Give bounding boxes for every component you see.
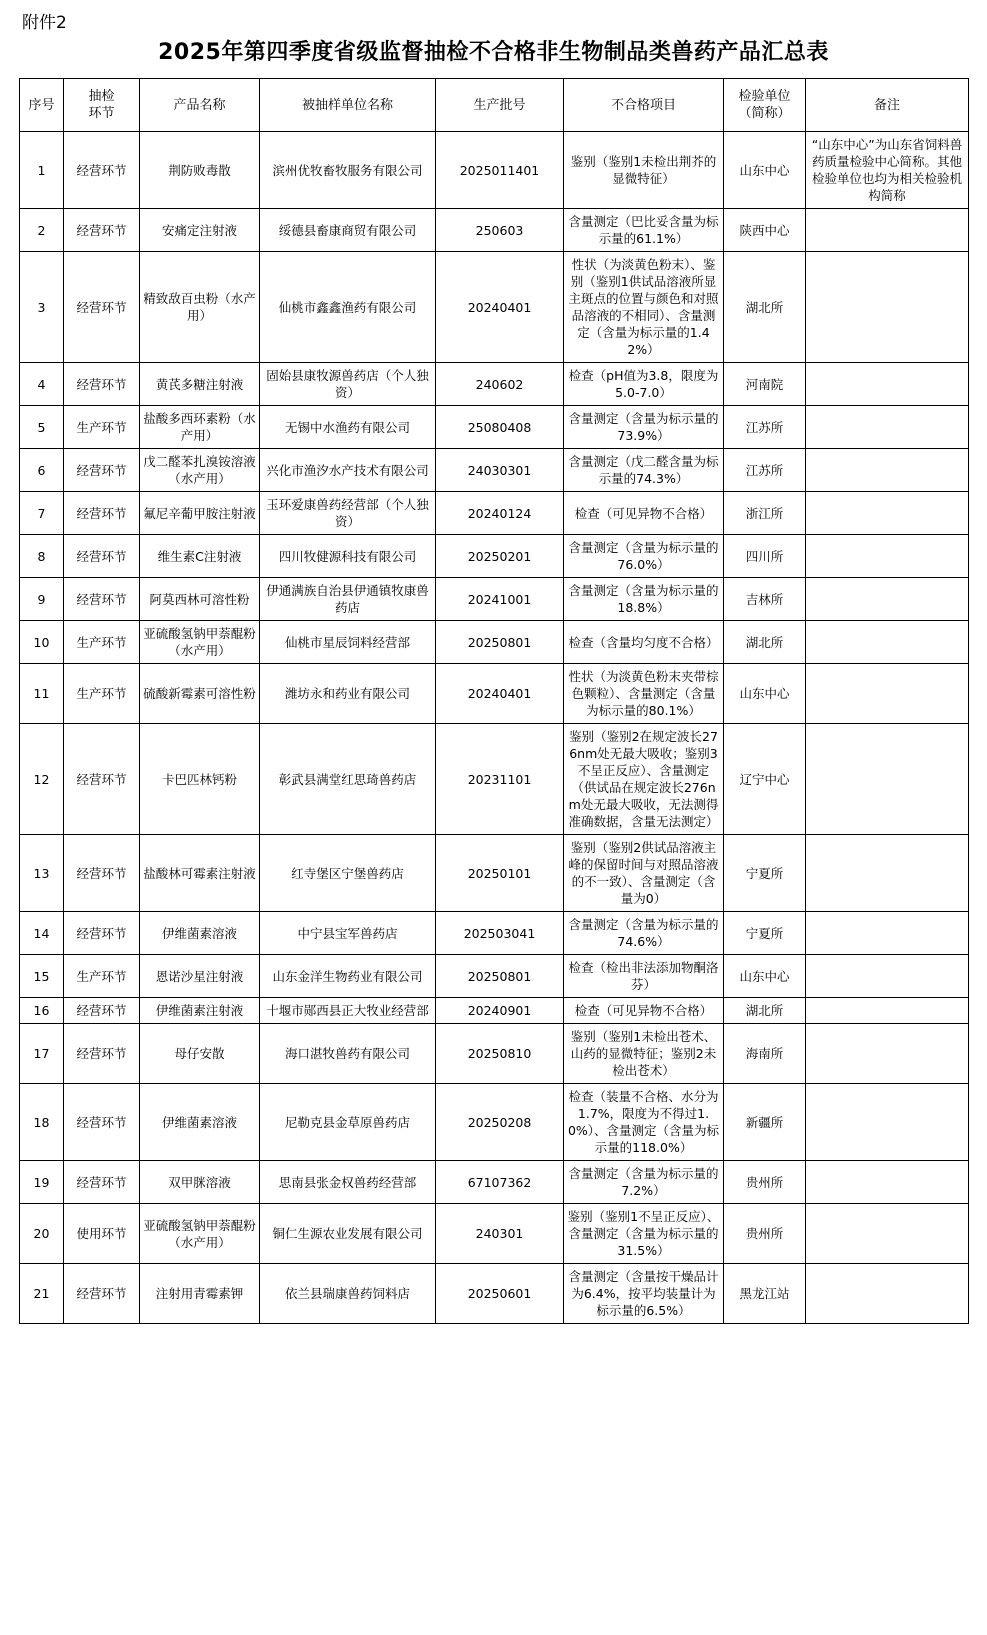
cell-stage: 经营环节 — [64, 209, 140, 252]
cell-lab: 山东中心 — [724, 132, 806, 209]
veterinary-drug-failure-table — [19, 78, 969, 1324]
cell-remark — [806, 724, 969, 835]
cell-index: 19 — [20, 1161, 64, 1204]
cell-unit: 无锡中水渔药有限公司 — [260, 406, 436, 449]
cell-product: 恩诺沙星注射液 — [140, 955, 260, 998]
cell-stage: 生产环节 — [64, 955, 140, 998]
cell-product: 盐酸林可霉素注射液 — [140, 835, 260, 912]
header-remark: 备注 — [806, 79, 969, 132]
cell-stage: 经营环节 — [64, 1024, 140, 1084]
table-row — [20, 132, 969, 209]
table-row — [20, 955, 969, 998]
cell-unit: 仙桃市星辰饲料经营部 — [260, 621, 436, 664]
cell-index: 15 — [20, 955, 64, 998]
cell-item: 检查（含量均匀度不合格） — [564, 621, 724, 664]
table-body — [20, 132, 969, 1324]
table-row — [20, 406, 969, 449]
cell-index: 17 — [20, 1024, 64, 1084]
cell-lab: 黑龙江站 — [724, 1264, 806, 1324]
cell-lab: 新疆所 — [724, 1084, 806, 1161]
cell-lab: 江苏所 — [724, 406, 806, 449]
cell-lab: 贵州所 — [724, 1204, 806, 1264]
cell-batch: 2025011401 — [436, 132, 564, 209]
cell-index: 4 — [20, 363, 64, 406]
cell-batch: 20231101 — [436, 724, 564, 835]
cell-index: 20 — [20, 1204, 64, 1264]
cell-lab: 宁夏所 — [724, 912, 806, 955]
cell-unit: 山东金洋生物药业有限公司 — [260, 955, 436, 998]
cell-remark — [806, 252, 969, 363]
cell-item: 含量测定（含量为标示量的73.9%） — [564, 406, 724, 449]
header-lab-line1: 检验单位 — [738, 89, 791, 104]
header-lab-line2: （简称） — [738, 106, 791, 121]
cell-unit: 潍坊永和药业有限公司 — [260, 664, 436, 724]
header-lab — [724, 79, 806, 132]
cell-remark: “山东中心”为山东省饲料兽药质量检验中心简称。其他检验单位也均为相关检验机构简称 — [806, 132, 969, 209]
cell-index: 9 — [20, 578, 64, 621]
cell-batch: 20240124 — [436, 492, 564, 535]
cell-remark — [806, 835, 969, 912]
cell-unit: 固始县康牧源兽药店（个人独资） — [260, 363, 436, 406]
attachment-label: 附件2 — [22, 13, 67, 33]
cell-unit: 海口湛牧兽药有限公司 — [260, 1024, 436, 1084]
cell-unit: 兴化市渔汐水产技术有限公司 — [260, 449, 436, 492]
cell-remark — [806, 955, 969, 998]
cell-remark — [806, 209, 969, 252]
cell-remark — [806, 363, 969, 406]
cell-batch: 20250208 — [436, 1084, 564, 1161]
cell-lab: 河南院 — [724, 363, 806, 406]
cell-stage: 经营环节 — [64, 1264, 140, 1324]
cell-product: 维生素C注射液 — [140, 535, 260, 578]
cell-lab: 贵州所 — [724, 1161, 806, 1204]
cell-stage: 生产环节 — [64, 621, 140, 664]
table-row — [20, 835, 969, 912]
cell-item: 检查（pH值为3.8，限度为5.0-7.0） — [564, 363, 724, 406]
cell-product: 注射用青霉素钾 — [140, 1264, 260, 1324]
cell-product: 伊维菌素注射液 — [140, 998, 260, 1024]
cell-stage: 经营环节 — [64, 363, 140, 406]
cell-stage: 经营环节 — [64, 912, 140, 955]
cell-unit: 伊通满族自治县伊通镇牧康兽药店 — [260, 578, 436, 621]
cell-item: 含量测定（含量为标示量的76.0%） — [564, 535, 724, 578]
cell-unit: 四川牧健源科技有限公司 — [260, 535, 436, 578]
cell-item: 鉴别（鉴别2在规定波长276nm处无最大吸收；鉴别3不呈正反应）、含量测定（供试品在规定波长276nm处无最大吸收，无法测得准确数据，含量无法测定） — [564, 724, 724, 835]
cell-item: 含量测定（含量按干燥品计为6.4%，按平均装量计为标示量的6.5%） — [564, 1264, 724, 1324]
cell-item: 检查（装量不合格、水分为1.7%，限度为不得过1.0%）、含量测定（含量为标示量的118.0%） — [564, 1084, 724, 1161]
cell-stage: 经营环节 — [64, 535, 140, 578]
cell-product: 硫酸新霉素可溶性粉 — [140, 664, 260, 724]
cell-item: 含量测定（巴比妥含量为标示量的61.1%） — [564, 209, 724, 252]
cell-batch: 240301 — [436, 1204, 564, 1264]
cell-item: 含量测定（含量为标示量的7.2%） — [564, 1161, 724, 1204]
cell-remark — [806, 621, 969, 664]
cell-unit: 仙桃市鑫鑫渔药有限公司 — [260, 252, 436, 363]
cell-batch: 67107362 — [436, 1161, 564, 1204]
cell-unit: 红寺堡区宁堡兽药店 — [260, 835, 436, 912]
cell-item: 含量测定（戊二醛含量为标示量的74.3%） — [564, 449, 724, 492]
cell-stage: 使用环节 — [64, 1204, 140, 1264]
cell-product: 母仔安散 — [140, 1024, 260, 1084]
cell-product: 盐酸多西环素粉（水产用） — [140, 406, 260, 449]
cell-unit: 玉环爱康兽药经营部（个人独资） — [260, 492, 436, 535]
cell-index: 16 — [20, 998, 64, 1024]
cell-lab: 江苏所 — [724, 449, 806, 492]
table-row — [20, 209, 969, 252]
cell-stage: 经营环节 — [64, 252, 140, 363]
table-row — [20, 492, 969, 535]
cell-batch: 20240401 — [436, 664, 564, 724]
cell-stage: 经营环节 — [64, 132, 140, 209]
cell-lab: 四川所 — [724, 535, 806, 578]
cell-index: 11 — [20, 664, 64, 724]
cell-batch: 20250810 — [436, 1024, 564, 1084]
table-row — [20, 1204, 969, 1264]
cell-remark — [806, 1204, 969, 1264]
cell-batch: 20250801 — [436, 621, 564, 664]
cell-index: 2 — [20, 209, 64, 252]
cell-lab: 山东中心 — [724, 664, 806, 724]
cell-product: 伊维菌素溶液 — [140, 1084, 260, 1161]
cell-remark — [806, 535, 969, 578]
cell-unit: 中宁县宝军兽药店 — [260, 912, 436, 955]
header-batch: 生产批号 — [436, 79, 564, 132]
cell-item: 性状（为淡黄色粉末）、鉴别（鉴别1供试品溶液所显主斑点的位置与颜色和对照品溶液的不相同）、含量测定（含量为标示量的1.42%） — [564, 252, 724, 363]
cell-remark — [806, 1024, 969, 1084]
cell-unit: 十堰市郧西县正大牧业经营部 — [260, 998, 436, 1024]
cell-index: 6 — [20, 449, 64, 492]
header-product: 产品名称 — [140, 79, 260, 132]
cell-product: 黄芪多糖注射液 — [140, 363, 260, 406]
cell-lab: 山东中心 — [724, 955, 806, 998]
page-title: 2025年第四季度省级监督抽检不合格非生物制品类兽药产品汇总表 — [158, 40, 829, 65]
cell-item: 鉴别（鉴别1不呈正反应）、含量测定（含量为标示量的31.5%） — [564, 1204, 724, 1264]
table-row — [20, 1161, 969, 1204]
cell-remark — [806, 406, 969, 449]
cell-remark — [806, 1264, 969, 1324]
cell-batch: 25080408 — [436, 406, 564, 449]
cell-lab: 吉林所 — [724, 578, 806, 621]
cell-stage: 经营环节 — [64, 1084, 140, 1161]
cell-index: 7 — [20, 492, 64, 535]
cell-batch: 24030301 — [436, 449, 564, 492]
cell-product: 亚硫酸氢钠甲萘醌粉（水产用） — [140, 621, 260, 664]
table-row — [20, 535, 969, 578]
cell-index: 8 — [20, 535, 64, 578]
cell-index: 13 — [20, 835, 64, 912]
cell-unit: 滨州优牧畜牧服务有限公司 — [260, 132, 436, 209]
cell-remark — [806, 912, 969, 955]
cell-product: 双甲脒溶液 — [140, 1161, 260, 1204]
cell-index: 10 — [20, 621, 64, 664]
table-row — [20, 621, 969, 664]
cell-lab: 海南所 — [724, 1024, 806, 1084]
cell-product: 亚硫酸氢钠甲萘醌粉（水产用） — [140, 1204, 260, 1264]
cell-item: 性状（为淡黄色粉末夹带棕色颗粒）、含量测定（含量为标示量的80.1%） — [564, 664, 724, 724]
cell-remark — [806, 1084, 969, 1161]
cell-stage: 经营环节 — [64, 492, 140, 535]
cell-index: 14 — [20, 912, 64, 955]
table-row — [20, 449, 969, 492]
cell-unit: 彰武县满堂红思琦兽药店 — [260, 724, 436, 835]
table-row — [20, 252, 969, 363]
cell-stage: 生产环节 — [64, 664, 140, 724]
cell-lab: 宁夏所 — [724, 835, 806, 912]
table-row — [20, 578, 969, 621]
cell-index: 12 — [20, 724, 64, 835]
cell-remark — [806, 1161, 969, 1204]
cell-lab: 辽宁中心 — [724, 724, 806, 835]
cell-batch: 250603 — [436, 209, 564, 252]
cell-batch: 20241001 — [436, 578, 564, 621]
cell-stage: 经营环节 — [64, 449, 140, 492]
cell-product: 安痛定注射液 — [140, 209, 260, 252]
table-row — [20, 363, 969, 406]
cell-product: 氟尼辛葡甲胺注射液 — [140, 492, 260, 535]
cell-batch: 240602 — [436, 363, 564, 406]
cell-item: 鉴别（鉴别2供试品溶液主峰的保留时间与对照品溶液的不一致）、含量测定（含量为0） — [564, 835, 724, 912]
cell-item: 含量测定（含量为标示量的18.8%） — [564, 578, 724, 621]
cell-unit: 尼勒克县金草原兽药店 — [260, 1084, 436, 1161]
cell-index: 21 — [20, 1264, 64, 1324]
cell-index: 1 — [20, 132, 64, 209]
cell-unit: 铜仁生源农业发展有限公司 — [260, 1204, 436, 1264]
cell-lab: 湖北所 — [724, 998, 806, 1024]
cell-unit: 思南县张金权兽药经营部 — [260, 1161, 436, 1204]
cell-item: 鉴别（鉴别1未检出荆芥的显微特征） — [564, 132, 724, 209]
cell-remark — [806, 449, 969, 492]
cell-product: 精致敌百虫粉（水产用） — [140, 252, 260, 363]
cell-remark — [806, 492, 969, 535]
cell-item: 检查（可见异物不合格） — [564, 998, 724, 1024]
cell-remark — [806, 578, 969, 621]
table-row — [20, 664, 969, 724]
header-stage — [64, 79, 140, 132]
cell-item: 含量测定（含量为标示量的74.6%） — [564, 912, 724, 955]
cell-lab: 湖北所 — [724, 252, 806, 363]
cell-lab: 浙江所 — [724, 492, 806, 535]
cell-batch: 20250801 — [436, 955, 564, 998]
table-header-row — [20, 79, 969, 132]
cell-batch: 20240401 — [436, 252, 564, 363]
cell-item: 鉴别（鉴别1未检出苍术、山药的显微特征；鉴别2未检出苍术） — [564, 1024, 724, 1084]
header-stage-line2: 环节 — [88, 106, 115, 121]
table-row — [20, 998, 969, 1024]
table-row — [20, 1024, 969, 1084]
cell-batch: 202503041 — [436, 912, 564, 955]
cell-unit: 绥德县畜康商贸有限公司 — [260, 209, 436, 252]
cell-index: 18 — [20, 1084, 64, 1161]
cell-product: 荆防败毒散 — [140, 132, 260, 209]
cell-product: 卡巴匹林钙粉 — [140, 724, 260, 835]
table-row — [20, 912, 969, 955]
cell-stage: 经营环节 — [64, 835, 140, 912]
cell-stage: 经营环节 — [64, 578, 140, 621]
header-index: 序号 — [20, 79, 64, 132]
header-unit: 被抽样单位名称 — [260, 79, 436, 132]
cell-item: 检查（检出非法添加物酮洛芬） — [564, 955, 724, 998]
table-row — [20, 1264, 969, 1324]
cell-stage: 经营环节 — [64, 724, 140, 835]
cell-index: 5 — [20, 406, 64, 449]
cell-batch: 20250101 — [436, 835, 564, 912]
cell-item: 检查（可见异物不合格） — [564, 492, 724, 535]
cell-product: 伊维菌素溶液 — [140, 912, 260, 955]
cell-stage: 经营环节 — [64, 1161, 140, 1204]
cell-index: 3 — [20, 252, 64, 363]
cell-lab: 湖北所 — [724, 621, 806, 664]
header-item: 不合格项目 — [564, 79, 724, 132]
cell-batch: 20250601 — [436, 1264, 564, 1324]
cell-batch: 20250201 — [436, 535, 564, 578]
cell-stage: 生产环节 — [64, 406, 140, 449]
cell-batch: 20240901 — [436, 998, 564, 1024]
cell-remark — [806, 998, 969, 1024]
cell-stage: 经营环节 — [64, 998, 140, 1024]
cell-product: 阿莫西林可溶性粉 — [140, 578, 260, 621]
table-row — [20, 1084, 969, 1161]
header-stage-line1: 抽检 — [88, 89, 115, 104]
cell-product: 戊二醛苯扎溴铵溶液（水产用） — [140, 449, 260, 492]
cell-remark — [806, 664, 969, 724]
cell-lab: 陕西中心 — [724, 209, 806, 252]
table-row — [20, 724, 969, 835]
cell-unit: 依兰县瑞康兽药饲料店 — [260, 1264, 436, 1324]
